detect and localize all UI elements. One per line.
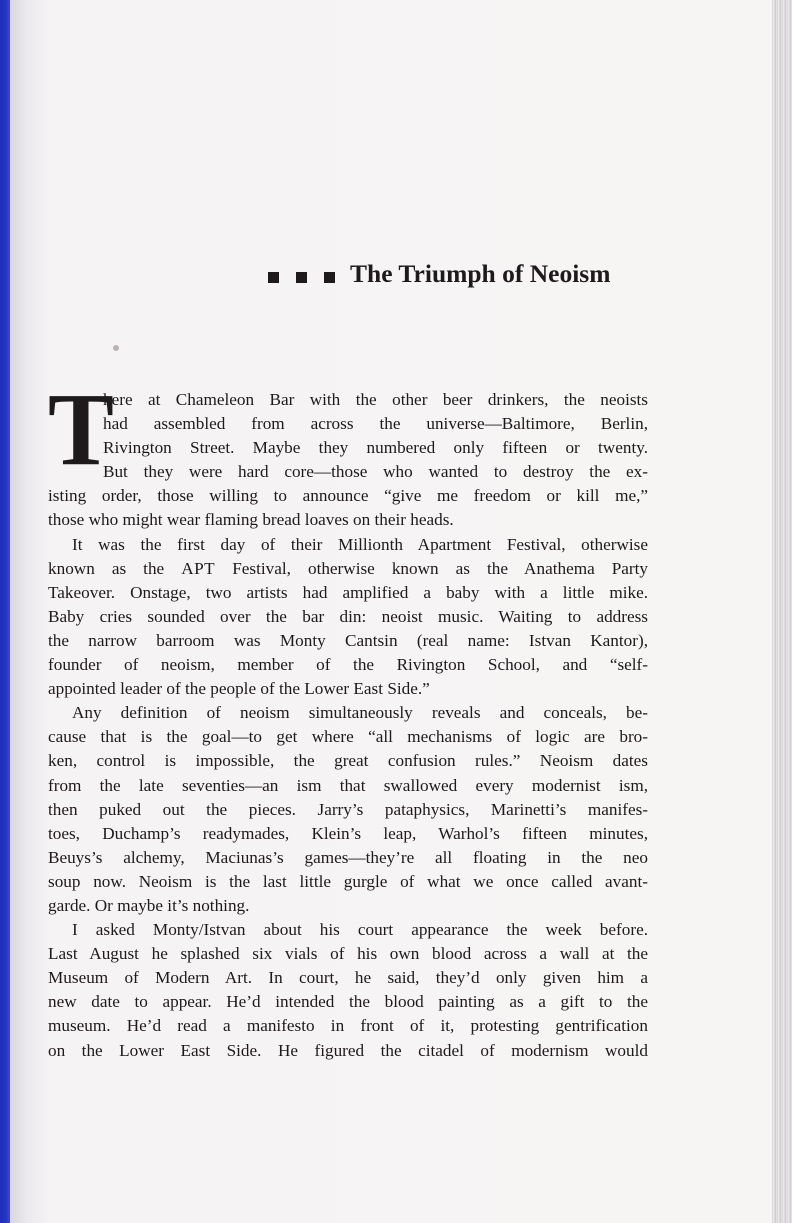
text-line: founder of neoism, member of the Rivington School, and “self- [48,655,648,675]
page-edge-stack [772,0,792,1223]
text-line: appointed leader of the people of the Lower East Side.” [48,679,430,699]
print-speck [113,345,119,351]
text-line: But they were hard core—those who wanted to destroy the ex- [103,462,648,482]
heading-bullet-icon [268,272,279,283]
text-line: from the late seventies—an ism that swallowed every modernist ism, [48,775,648,795]
text-line: Beuys’s alchemy, Maciunas’s games—they’re all floating in the neo [48,847,648,867]
text-line: Last August he splashed six vials of his own blood across a wall at the [48,944,648,964]
text-line: Museum of Modern Art. In court, he said, they’d only given him a [48,968,648,988]
text-line: Any definition of neoism simultaneously reveals and conceals, be- [72,703,648,723]
chapter-heading [268,256,652,292]
text-line: soup now. Neoism is the last little gurgle of what we once called avant- [48,871,648,891]
body-text [48,372,649,1063]
text-line: I asked Monty/Istvan about his court appearance the week before. [72,920,648,940]
text-line: the narrow barroom was Monty Cantsin (real name: Istvan Kantor), [48,630,648,650]
binding-edge [0,0,10,1223]
text-line: Baby cries sounded over the bar din: neoist music. Waiting to address [48,606,648,626]
text-line: Takeover. Onstage, two artists had amplified a baby with a little mike. [48,582,648,602]
heading-bullet-icon [296,272,307,283]
text-line: cause that is the goal—to get where “all mechanisms of logic are bro- [48,727,648,747]
text-line [48,557,648,581]
chapter-title: The Triumph of Neoism [350,259,611,288]
text-line: those who might wear flaming bread loaves on their heads. [48,510,454,530]
small-caps-abbreviation: APT [181,558,216,578]
text-line: It was the first day of their Millionth Apartment Festival, otherwise [72,534,648,554]
text-line: toes, Duchamp’s readymades, Klein’s leap, Warhol’s fifteen minutes, [48,823,648,843]
text-line: then puked out the pieces. Jarry’s pataphysics, Marinetti’s manifes- [48,799,648,819]
heading-bullet-icon [324,272,335,283]
text-line: garde. Or maybe it’s nothing. [48,895,250,915]
text-line: here at Chameleon Bar with the other beer drinkers, the neoists [103,390,648,409]
text-line: had assembled from across the universe—Baltimore, Berlin, [103,414,648,434]
text-line: isting order, those willing to announce “give me freedom or kill me,” [48,486,648,506]
text-line: new date to appear. He’d intended the blood painting as a gift to the [48,992,648,1012]
text-line: museum. He’d read a manifesto in front of it, protesting gentrification [48,1016,648,1036]
text-fragment: Festival, otherwise known as the Anathema Party [232,558,649,578]
text-line: ken, control is impossible, the great confusion rules.” Neoism dates [48,751,648,771]
text-line: on the Lower East Side. He figured the citadel of modernism would [48,1040,648,1060]
text-fragment: known as the [48,558,165,578]
text-line: Rivington Street. Maybe they numbered only fifteen or twenty. [103,438,648,458]
drop-cap: T [48,372,114,487]
